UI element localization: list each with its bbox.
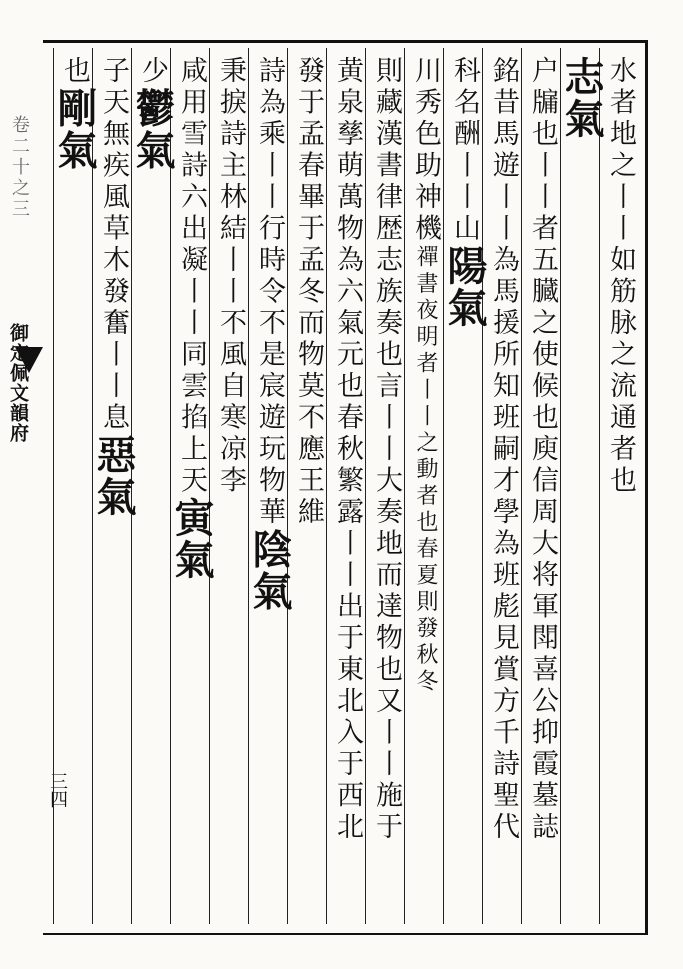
column-text bbox=[129, 56, 176, 172]
column-9 bbox=[287, 48, 327, 924]
page-number: 三四 bbox=[47, 772, 68, 808]
faded-margin-text: 卷二十之三 bbox=[9, 115, 30, 220]
text-segment: 子天無疾風草木發奮丨丨息 bbox=[98, 56, 129, 434]
column-text bbox=[168, 56, 215, 581]
text-body bbox=[48, 48, 638, 924]
gangqi-head: 剛氣 bbox=[51, 87, 98, 172]
column-text: 黄泉孳萌萬物為六氣元也春秋繁露丨丨出于東北入于西北 bbox=[332, 56, 363, 844]
yinqi2-head: 寅氣 bbox=[168, 497, 215, 581]
text-segment: 咸用雪詩六出凝丨丨同雲掐上天 bbox=[176, 56, 207, 497]
text-segment: 秉捩詩主林結丨丨不風自寒凉李 bbox=[215, 56, 246, 497]
column-13 bbox=[129, 48, 176, 924]
column-text: 則藏漢書律歴志族奏也言丨丨大奏地而達物也又丨丨施于 bbox=[371, 56, 402, 844]
column-11 bbox=[209, 48, 249, 924]
column-2 bbox=[558, 48, 605, 924]
column-text bbox=[558, 56, 605, 140]
book-margin bbox=[0, 55, 42, 875]
column-4 bbox=[482, 48, 522, 924]
column-text: 銘昔馬遊丨丨為馬援所知班嗣才學為班彪見賞方千詩聖代 bbox=[488, 56, 519, 844]
text-segment: 也 bbox=[59, 56, 90, 88]
column-text bbox=[51, 56, 98, 172]
yangqi-head: 陽氣 bbox=[441, 245, 488, 329]
column-text bbox=[90, 56, 137, 518]
text-segment: 發于孟春畢于孟冬而物莫不應王維 bbox=[293, 56, 324, 529]
book-title: 御定佩文韻府 bbox=[7, 323, 29, 443]
column-text bbox=[441, 56, 488, 329]
column-text: 水者地之丨丨如筋脉之流通者也 bbox=[605, 56, 636, 497]
column-3 bbox=[521, 48, 561, 924]
column-6 bbox=[404, 48, 444, 924]
eqi-head: 惡氣 bbox=[90, 434, 137, 518]
column-text bbox=[292, 56, 324, 529]
text-segment: 科名酬丨丨山 bbox=[449, 56, 480, 245]
column-text bbox=[409, 56, 441, 696]
yuqi-head: 鬱氣 bbox=[129, 87, 176, 172]
text-segment: 少 bbox=[137, 56, 168, 88]
column-15 bbox=[51, 48, 98, 924]
column-8 bbox=[326, 48, 366, 924]
column-10 bbox=[246, 48, 293, 924]
column-text: 户牖也丨丨者五臓之使候也庾信周大将軍閗喜公抑霞墓誌 bbox=[527, 56, 558, 844]
column-7 bbox=[365, 48, 405, 924]
yangqi-text: 禪書夜明者丨丨之動者也春夏則發秋冬 bbox=[413, 245, 438, 696]
text-segment: 詩為乘丨丨行時令不是宸遊玩物華 bbox=[254, 56, 285, 529]
zhiqi-head: 志氣 bbox=[558, 56, 605, 140]
column-text bbox=[214, 56, 246, 497]
column-text bbox=[246, 56, 293, 613]
text-segment: 川秀色助神機 bbox=[410, 56, 441, 245]
column-12 bbox=[168, 48, 215, 924]
column-14 bbox=[90, 48, 137, 924]
column-1 bbox=[599, 48, 639, 924]
column-5 bbox=[441, 48, 488, 924]
yinqi-head: 陰氣 bbox=[246, 528, 293, 613]
